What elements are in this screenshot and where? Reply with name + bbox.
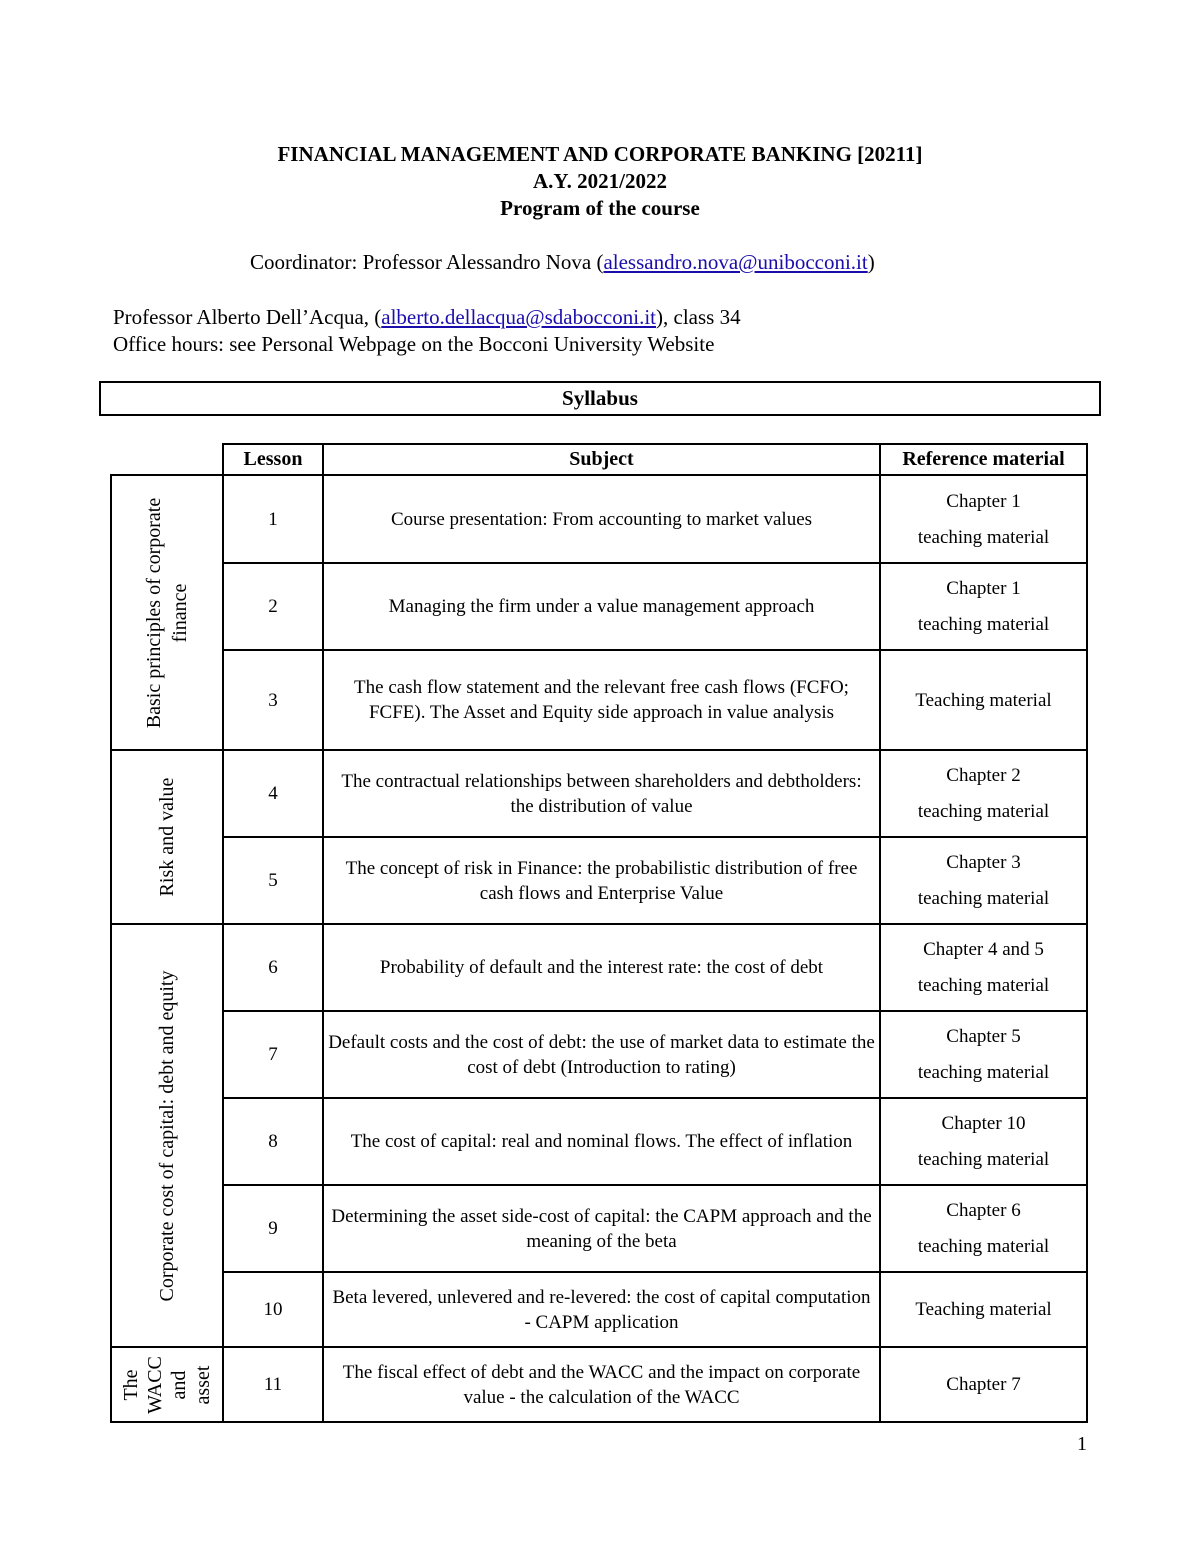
reference-material: teaching material <box>917 975 1050 996</box>
coordinator-email-link[interactable]: alessandro.nova@unibocconi.it <box>603 250 868 274</box>
reference-material: teaching material <box>917 1236 1050 1257</box>
syllabus-heading: Syllabus <box>99 381 1101 416</box>
group-cell-risk-and-value <box>111 750 223 924</box>
group-label: Risk and value <box>156 777 178 897</box>
header-subject: Subject <box>323 444 880 475</box>
coordinator-suffix: ) <box>867 250 875 274</box>
table-row <box>111 475 1087 563</box>
reference-material: Teaching material <box>880 650 1087 750</box>
academic-year: A.Y. 2021/2022 <box>533 169 667 193</box>
reference-material: teaching material <box>917 888 1050 909</box>
lesson-subject: The contractual relationships between shareholders and debtholders: the distribution of value <box>323 750 880 837</box>
group-label: The WACC and asset <box>120 1355 214 1414</box>
lesson-subject: Probability of default and the interest rate: the cost of debt <box>323 924 880 1011</box>
lesson-number: 9 <box>223 1185 323 1272</box>
lesson-subject: The fiscal effect of debt and the WACC and the impact on corporate value - the calculation of the WACC <box>323 1347 880 1422</box>
reference-cell <box>880 837 1087 924</box>
syllabus-table <box>110 443 1088 1423</box>
table-row <box>111 837 1087 924</box>
lesson-subject: Managing the firm under a value management approach <box>323 563 880 650</box>
group-label: Corporate cost of capital: debt and equity <box>156 970 178 1302</box>
group-label: Basic principles of corporate finance <box>143 497 191 728</box>
header-lesson: Lesson <box>223 444 323 475</box>
professor-suffix: ), class 34 <box>656 305 741 329</box>
lesson-number: 4 <box>223 750 323 837</box>
table-row <box>111 1185 1087 1272</box>
reference-material: teaching material <box>917 801 1050 822</box>
coordinator-line <box>250 249 875 276</box>
reference-cell <box>880 750 1087 837</box>
lesson-subject: The concept of risk in Finance: the probabilistic distribution of free cash flows and Enterprise Value <box>323 837 880 924</box>
reference-chapter: Chapter 10 <box>941 1113 1026 1134</box>
lesson-subject: The cash flow statement and the relevant free cash flows (FCFO; FCFE). The Asset and Equity side approach in value analysis <box>323 650 880 750</box>
document-title: FINANCIAL MANAGEMENT AND CORPORATE BANKING [20211] <box>277 142 923 166</box>
professor-email-link[interactable]: alberto.dellacqua@sdabocconi.it <box>381 305 656 329</box>
reference-material: teaching material <box>917 526 1050 548</box>
reference-chapter: Chapter 2 <box>946 765 1021 786</box>
lesson-number: 10 <box>223 1272 323 1347</box>
table-header-row <box>111 444 1087 475</box>
lesson-subject: Determining the asset side-cost of capital: the CAPM approach and the meaning of the beta <box>323 1185 880 1272</box>
lesson-number: 1 <box>223 475 323 563</box>
table-row <box>111 1011 1087 1098</box>
professor-line <box>113 304 741 331</box>
reference-chapter: Chapter 5 <box>946 1026 1021 1047</box>
reference-cell <box>880 924 1087 1011</box>
lesson-number: 11 <box>223 1347 323 1422</box>
lesson-subject: Default costs and the cost of debt: the use of market data to estimate the cost of debt (Introduction to rating) <box>323 1011 880 1098</box>
reference-material: teaching material <box>917 614 1050 635</box>
lesson-number: 7 <box>223 1011 323 1098</box>
reference-cell <box>880 1011 1087 1098</box>
lesson-subject: Beta levered, unlevered and re-levered: the cost of capital computation - CAPM application <box>323 1272 880 1347</box>
reference-cell <box>880 1098 1087 1185</box>
reference-chapter: Chapter 1 <box>946 578 1021 599</box>
lesson-number: 5 <box>223 837 323 924</box>
group-cell-basic-principles <box>111 475 223 750</box>
reference-material: Teaching material <box>880 1272 1087 1347</box>
lesson-number: 8 <box>223 1098 323 1185</box>
reference-cell <box>880 1185 1087 1272</box>
document-subtitle: Program of the course <box>500 196 700 220</box>
lesson-number: 2 <box>223 563 323 650</box>
table-row <box>111 1098 1087 1185</box>
table-row <box>111 750 1087 837</box>
reference-chapter: Chapter 3 <box>946 852 1021 873</box>
lesson-subject: The cost of capital: real and nominal flows. The effect of inflation <box>323 1098 880 1185</box>
reference-cell <box>880 563 1087 650</box>
reference-chapter: Chapter 4 and 5 <box>923 939 1044 960</box>
table-row <box>111 563 1087 650</box>
group-cell-wacc <box>111 1347 223 1422</box>
coordinator-prefix: Coordinator: Professor Alessandro Nova ( <box>250 250 604 274</box>
group-cell-cost-of-capital <box>111 924 223 1347</box>
reference-material: teaching material <box>917 1149 1050 1170</box>
reference-chapter: Chapter 1 <box>946 490 1021 512</box>
table-row <box>111 1272 1087 1347</box>
table-row <box>111 650 1087 750</box>
lesson-number: 3 <box>223 650 323 750</box>
lesson-number: 6 <box>223 924 323 1011</box>
header-reference: Reference material <box>880 444 1087 475</box>
page-number: 1 <box>1077 1433 1087 1455</box>
office-hours-line: Office hours: see Personal Webpage on the Bocconi University Website <box>113 332 715 356</box>
reference-material: teaching material <box>917 1062 1050 1083</box>
table-row <box>111 924 1087 1011</box>
reference-cell <box>880 475 1087 563</box>
lesson-subject: Course presentation: From accounting to market values <box>323 475 880 563</box>
table-row <box>111 1347 1087 1422</box>
professor-prefix: Professor Alberto Dell’Acqua, ( <box>113 305 382 329</box>
reference-chapter: Chapter 7 <box>880 1347 1087 1422</box>
reference-chapter: Chapter 6 <box>946 1200 1021 1221</box>
